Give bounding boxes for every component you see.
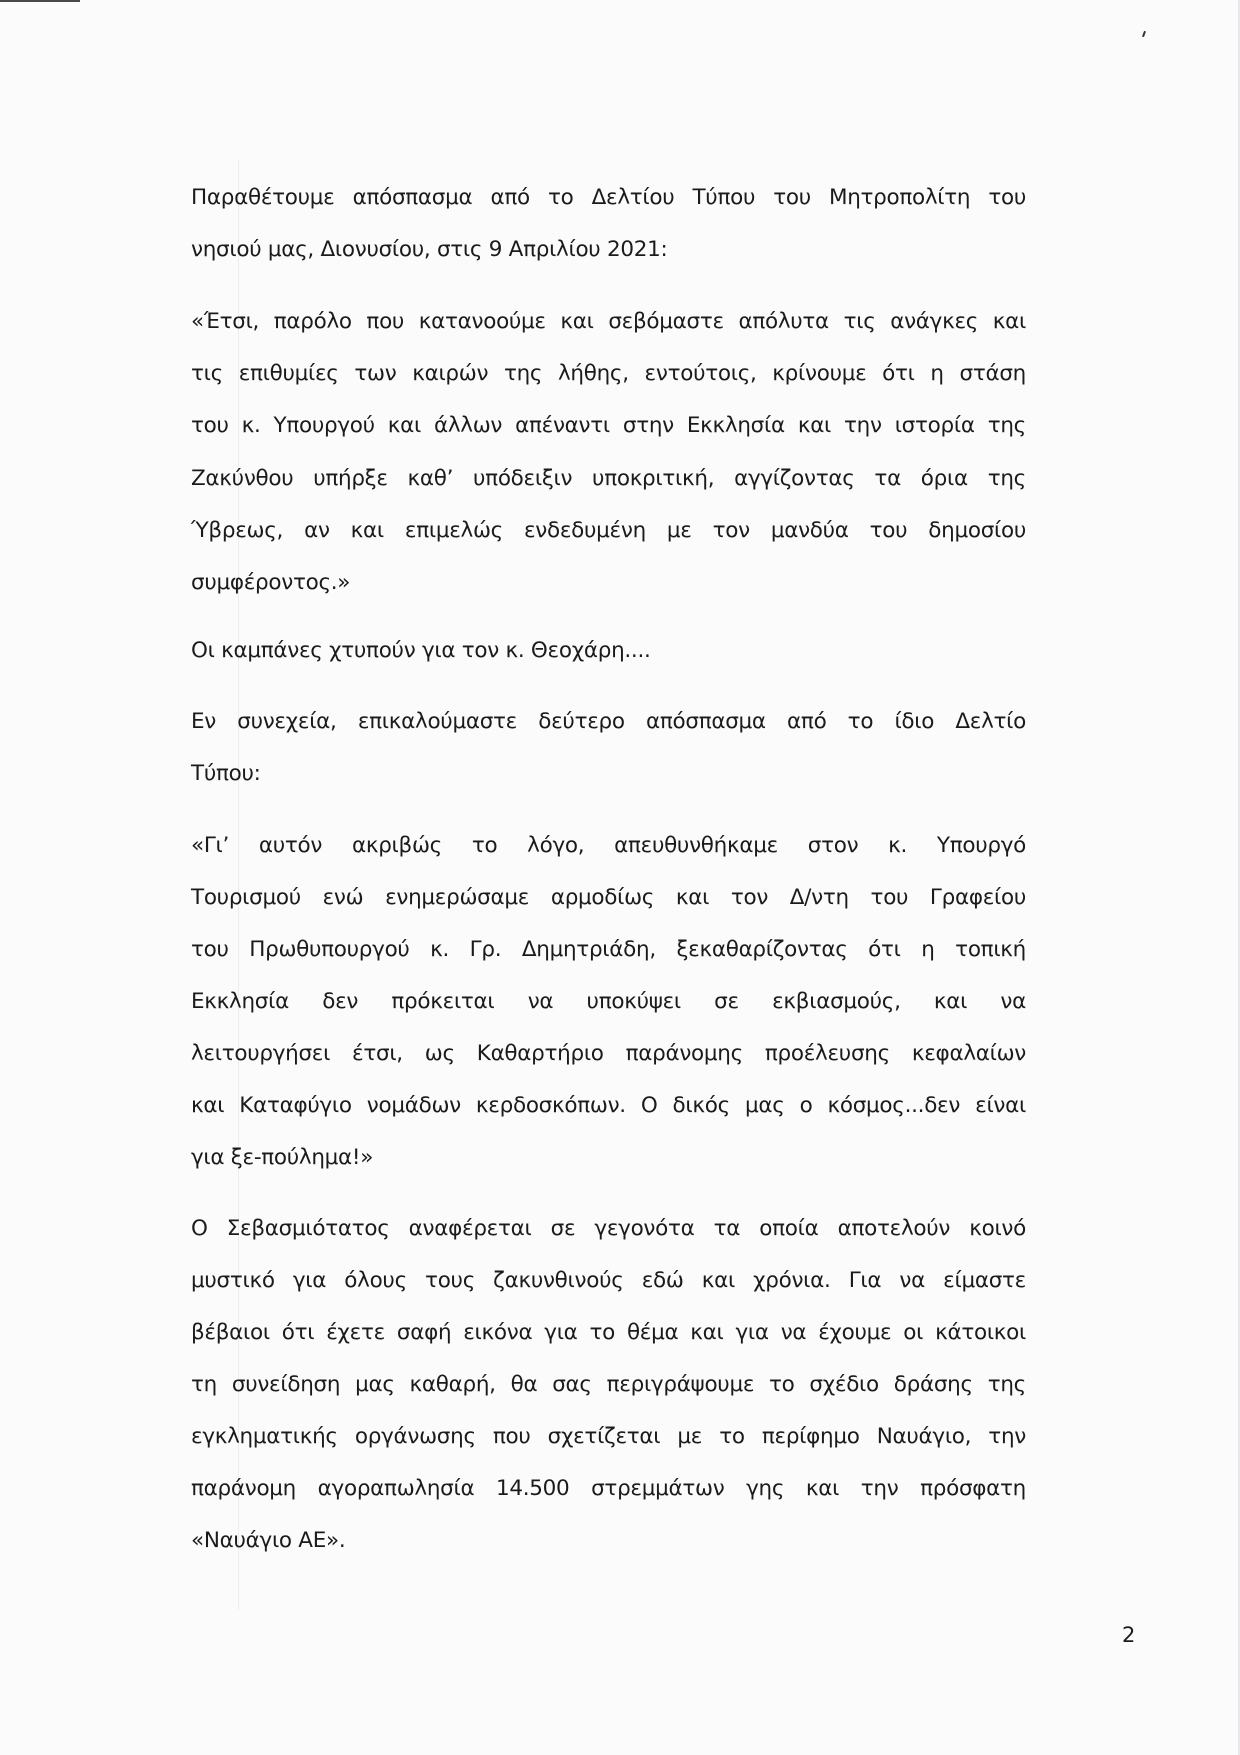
text-line: λειτουργήσει έτσι, ως Καθαρτήριο παράνομης προέλευσης κεφαλαίων: [191, 1041, 1026, 1066]
text-line: «Γι’ αυτόν ακριβώς το λόγο, απευθυνθήκαμε στον κ. Υπουργό: [191, 833, 1026, 858]
text-line: παράνομη αγοραπωλησία 14.500 στρεμμάτων γης και την πρόσφατη: [191, 1476, 1026, 1501]
text-line: Οι καμπάνες χτυπούν για τον κ. Θεοχάρη....: [191, 638, 651, 663]
text-line: «Ναυάγιο ΑΕ».: [191, 1528, 346, 1553]
text-line: Παραθέτουμε απόσπασμα από το Δελτίου Τύπου του Μητροπολίτη του: [191, 185, 1026, 210]
text-line: Εκκλησία δεν πρόκειται να υποκύψει σε εκβιασμούς, και να: [191, 989, 1026, 1014]
text-line: τη συνείδηση μας καθαρή, θα σας περιγράψουμε το σχέδιο δράσης της: [191, 1372, 1026, 1397]
text-line: για ξε-πούλημα!»: [191, 1145, 374, 1170]
text-line: «Έτσι, παρόλο που κατανοούμε και σεβόμαστε απόλυτα τις ανάγκες και: [191, 309, 1026, 334]
text-line: του Πρωθυπουργού κ. Γρ. Δημητριάδη, ξεκαθαρίζοντας ότι η τοπική: [191, 937, 1026, 962]
text-line: συμφέροντος.»: [191, 570, 351, 595]
text-line: του κ. Υπουργού και άλλων απέναντι στην Εκκλησία και την ιστορία της: [191, 413, 1026, 438]
text-line: εγκληματικής οργάνωσης που σχετίζεται με το περίφημο Ναυάγιο, την: [191, 1424, 1026, 1449]
page-number: 2: [1122, 1623, 1136, 1647]
text-line: Ύβρεως, αν και επιμελώς ενδεδυμένη με τον μανδύα του δημοσίου: [191, 518, 1026, 543]
text-line: Εν συνεχεία, επικαλούμαστε δεύτερο απόσπασμα από το ίδιο Δελτίο: [191, 709, 1026, 734]
text-line: Τύπου:: [191, 761, 261, 786]
text-line: Ζακύνθου υπήρξε καθ’ υπόδειξιν υποκριτική, αγγίζοντας τα όρια της: [191, 466, 1026, 491]
scan-artifact-top: [0, 0, 80, 2]
text-line: Ο Σεβασμιότατος αναφέρεται σε γεγονότα τα οποία αποτελούν κοινό: [191, 1216, 1026, 1241]
text-line: νησιού μας, Διονυσίου, στις 9 Απριλίου 2021:: [191, 237, 668, 262]
text-line: και Καταφύγιο νομάδων κερδοσκόπων. Ο δικός μας ο κόσμος...δεν είναι: [191, 1093, 1026, 1118]
text-line: Τουρισμού ενώ ενημερώσαμε αρμοδίως και τον Δ/ντη του Γραφείου: [191, 885, 1026, 910]
text-line: τις επιθυμίες των καιρών της λήθης, εντούτοις, κρίνουμε ότι η στάση: [191, 361, 1026, 386]
text-line: μυστικό για όλους τους ζακυνθινούς εδώ και χρόνια. Για να είμαστε: [191, 1268, 1026, 1293]
text-line: βέβαιοι ότι έχετε σαφή εικόνα για το θέμα και για να έχουμε οι κάτοικοι: [191, 1320, 1026, 1345]
scan-artifact-mark: [1142, 31, 1146, 37]
